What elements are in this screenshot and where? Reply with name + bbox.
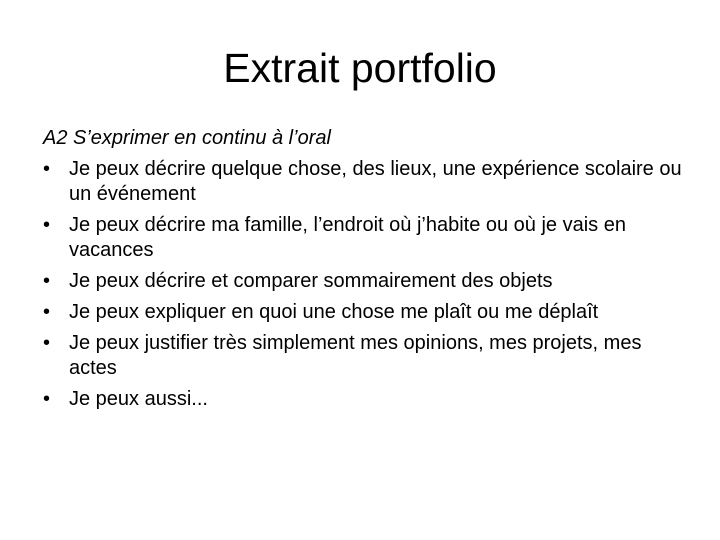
list-item-text: Je peux justifier très simplement mes opinions, mes projets, mes actes	[69, 332, 642, 379]
list-item	[43, 387, 683, 412]
list-item-text: Je peux décrire ma famille, l’endroit où j’habite ou où je vais en vacances	[69, 214, 626, 261]
bullet-list	[43, 157, 683, 412]
list-item	[43, 300, 683, 325]
bullet-icon: •	[43, 270, 51, 292]
list-item-text: Je peux décrire quelque chose, des lieux, une expérience scolaire ou un événement	[69, 158, 682, 205]
list-item-text: Je peux aussi...	[69, 388, 208, 410]
competency-heading: A2 S’exprimer en continu à l’oral	[43, 127, 331, 149]
bullet-icon: •	[43, 388, 51, 410]
list-item	[43, 331, 683, 381]
bullet-icon: •	[43, 214, 51, 236]
list-item-text: Je peux décrire et comparer sommairement des objets	[69, 270, 553, 292]
bullet-icon: •	[43, 301, 51, 323]
bullet-icon: •	[43, 332, 51, 354]
list-item	[43, 213, 683, 263]
list-item	[43, 157, 683, 207]
slide-title: Extrait portfolio	[223, 45, 497, 91]
list-item	[43, 269, 683, 294]
list-item-text: Je peux expliquer en quoi une chose me plaît ou me déplaît	[69, 301, 599, 323]
slide-content	[43, 126, 683, 418]
bullet-icon: •	[43, 158, 51, 180]
